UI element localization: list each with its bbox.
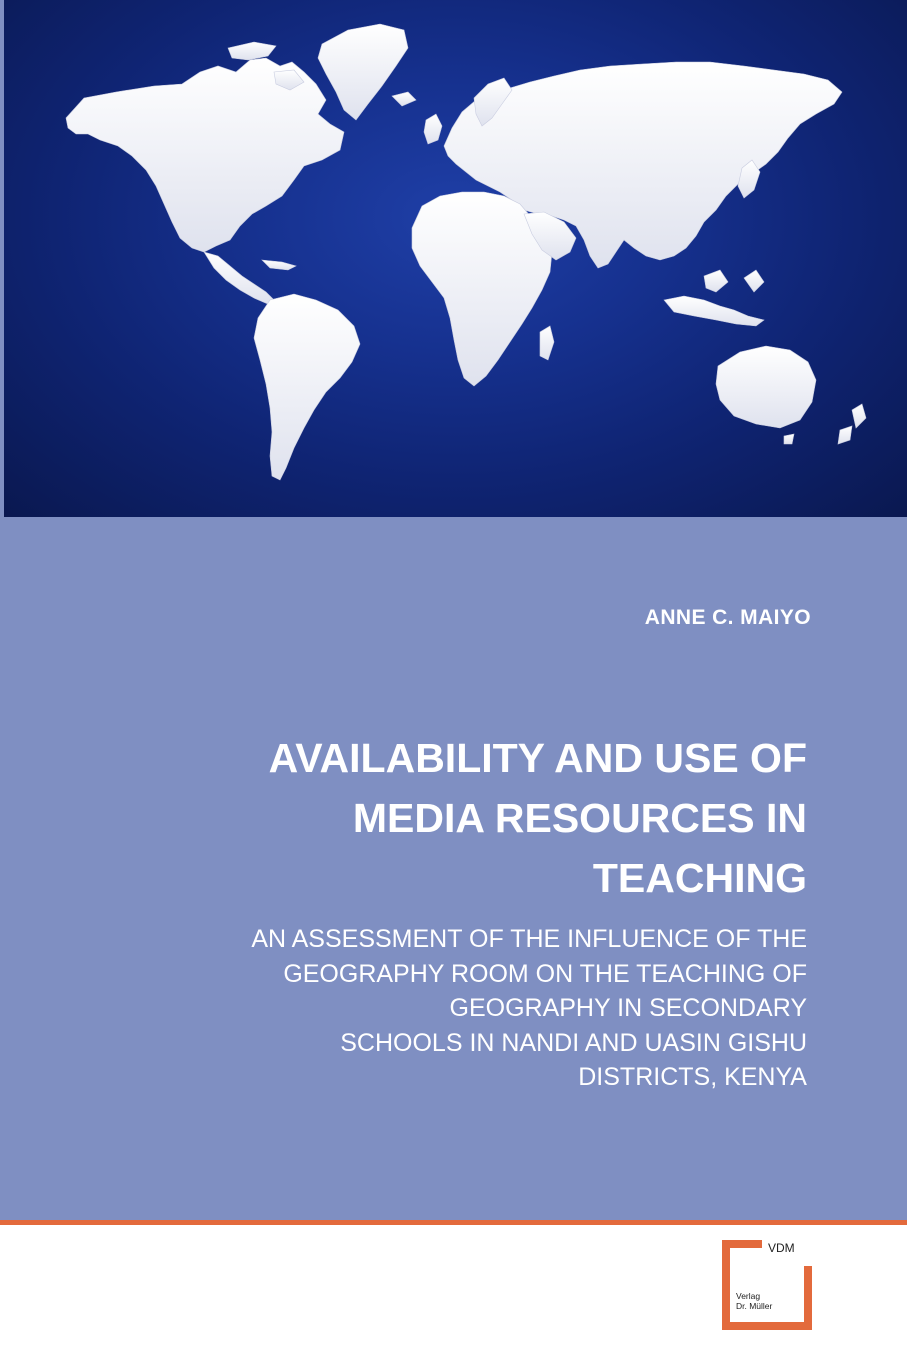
- world-map-icon: [4, 0, 907, 517]
- book-subtitle-line: GEOGRAPHY ROOM ON THE TEACHING OF: [283, 959, 807, 988]
- author-name: ANNE C. MAIYO: [644, 606, 811, 629]
- book-subtitle-line: GEOGRAPHY IN SECONDARY: [449, 994, 807, 1022]
- book-title: [87, 728, 807, 908]
- book-title-line: MEDIA RESOURCES IN: [352, 795, 807, 841]
- arctic-islands-shape: [228, 42, 276, 60]
- indonesia-shape: [664, 296, 764, 326]
- australia-shape: [716, 346, 816, 428]
- uk-shape: [424, 114, 442, 144]
- new-zealand-shape: [852, 404, 866, 428]
- world-map-panel: [4, 0, 907, 517]
- caribbean-shape: [262, 260, 296, 270]
- south-america-shape: [254, 294, 360, 480]
- vdm-bracket-logo-icon: [722, 1240, 812, 1330]
- book-title-line: TEACHING: [592, 855, 807, 901]
- book-title-line: AVAILABILITY AND USE OF: [268, 735, 807, 781]
- iceland-shape: [392, 92, 416, 106]
- central-america-shape: [204, 252, 274, 304]
- publisher-logo-text: VDM: [768, 1241, 795, 1255]
- publisher-name-line: Verlag: [736, 1291, 761, 1301]
- book-subtitle: [67, 922, 807, 1095]
- book-subtitle-line: SCHOOLS IN NANDI AND UASIN GISHU: [340, 1028, 807, 1057]
- madagascar-shape: [540, 326, 554, 360]
- north-america-shape: [66, 58, 344, 252]
- book-subtitle-line: DISTRICTS, KENYA: [578, 1063, 807, 1091]
- publisher-name-line: Dr. Müller: [736, 1301, 773, 1311]
- book-subtitle-line: AN ASSESSMENT OF THE INFLUENCE OF THE: [251, 925, 807, 953]
- publisher-name: [736, 1291, 772, 1311]
- greenland-shape: [318, 24, 408, 120]
